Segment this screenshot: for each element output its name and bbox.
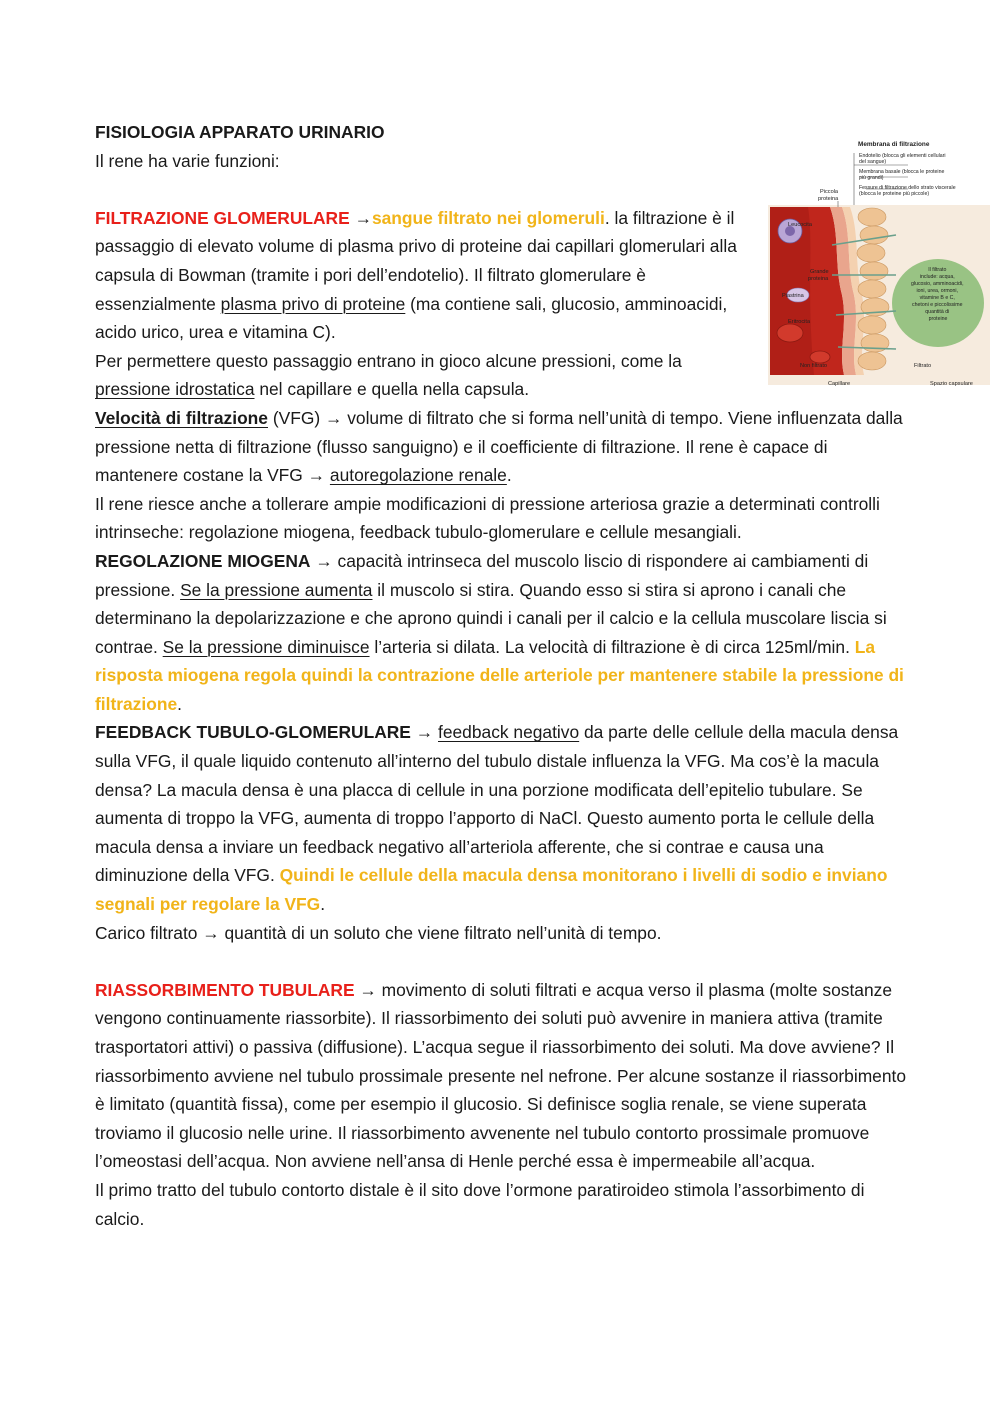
riassorbimento-text-a: movimento di soluti filtrati e acqua verso il plasma (molte sostanze vengono continuamente riassorbite). Il riassorbimento dei soluti può avvenire in maniera attiva (tramite trasportatori attivi) o passiva (diffusione). L’acqua segue il riassorbimento dei soluti. Ma dove avviene? Il riassorbimento avviene nel tubulo prossimale presente nel nefrone. Per alcune sostanze il riassorbimento è limitato (quantità fissa), come per esempio il glucosio. Si definisce soglia renale, se viene superata troviamo il glucosio nelle urine. Il riassorbimento avvenente nel tubulo contorto prossimale promuove l’omeostasi dell’acqua. Non avviene nell’ansa di Henle perché essa è impermeabile all’acqua. (95, 979, 907, 1172)
carico-paragraph (95, 919, 915, 948)
arrow-icon: → (354, 207, 372, 228)
label-grande-proteina: Grande proteina (808, 269, 829, 282)
note-fessure: Fessure di filtrazione dello strato viscerale (blocca le proteine più piccole) (859, 185, 956, 197)
carico-text-a: Carico filtrato (95, 922, 203, 943)
arrow-icon: → (307, 465, 326, 486)
arrow-icon: → (415, 722, 434, 743)
miogena-text-a: capacità intrinseca del muscolo liscio di rispondere ai cambiamenti di pressione. (95, 550, 869, 600)
feedback-heading: FEEDBACK TUBULO-GLOMERULARE (95, 722, 411, 743)
feedback-text-a: da parte delle cellule della macula densa sulla VFG, il quale liquido contenuto all’interno del tubulo distale influenza la VFG. Ma cos’è la macula densa? La macula densa è una placca di cellule in una porzione modificata dell’epitelio tubulare. Se aumenta di troppo la VFG, aumenta di troppo l’apporto di NaCl. Questo aumento porta le cellule della macula densa a inviare un feedback negativo all’arteriola afferente, che si contrae e causa una diminuzione della VFG. (95, 722, 899, 886)
filtrazione-underline: plasma privo di proteine (220, 293, 406, 314)
label-leucocita: Leucocita (788, 222, 812, 228)
vfg-text-a: (VFG) (267, 407, 325, 428)
label-non-filtrato: Non filtrato (800, 363, 828, 369)
filtrazione-highlight: sangue filtrato nei glomeruli (371, 207, 605, 228)
label-piccola-proteina: Piccola proteina (818, 189, 839, 202)
label-piastrina: Piastrina (782, 293, 804, 299)
label-capillare: Capillare (828, 381, 851, 387)
riassorbimento-heading: RIASSORBIMENTO TUBULARE (95, 979, 355, 1000)
filtration-membrane-figure (768, 135, 990, 393)
arrow-icon: → (202, 922, 220, 943)
pressione-idrostatica: pressione idrostatica (95, 379, 255, 400)
miogena-highlight: La risposta miogena regola quindi la contrazione delle arteriole per mantenere stabile la pressione di filtrazione (95, 636, 904, 714)
label-eritrocita: Eritrocita (788, 319, 811, 325)
filtration-membrane-illustration (768, 135, 990, 393)
arrow-icon: → (324, 407, 343, 428)
filtrazione-heading: FILTRAZIONE GLOMERULARE (95, 207, 350, 228)
note-endotelio: Endotelio (blocca gli elementi cellulari del sangue) (859, 153, 946, 165)
miogena-text-c: l’arteria si dilata. La velocità di filtrazione è di circa 125ml/min. (369, 636, 855, 657)
vfg-term: Velocità di filtrazione (95, 407, 268, 428)
feedback-negativo: feedback negativo (438, 722, 580, 743)
pressioni-text-a: Per permettere questo passaggio entrano in gioco alcune pressioni, come la (95, 350, 682, 371)
feedback-highlight: Quindi le cellule della macula densa monitorano i livelli di sodio e inviano segnali per regolare la VFG (95, 865, 888, 915)
pressioni-paragraph (95, 347, 755, 404)
arrow-icon: → (315, 550, 333, 571)
paratiroideo-paragraph: Il primo tratto del tubulo contorto distale è il sito dove l’ormone paratiroideo stimola l’assorbimento di calcio. (95, 1179, 865, 1229)
controlli-paragraph: Il rene riesce anche a tollerare ampie modificazioni di pressione arteriosa grazie a determinati controlli intrinseche: regolazione miogena, feedback tubulo-glomerulare e cellule mesangiali. (95, 493, 880, 543)
vfg-paragraph (95, 404, 915, 490)
vfg-text-d: . (506, 465, 512, 486)
filtrazione-paragraph (95, 204, 755, 347)
figure-title: Membrana di filtrazione (858, 141, 930, 148)
intro-line: Il rene ha varie funzioni: (95, 150, 280, 171)
arrow-icon: → (359, 979, 377, 1000)
miogena-text-d: . (177, 693, 182, 714)
carico-text-b: quantità di un soluto che viene filtrato nell’unità di tempo. (219, 922, 662, 943)
label-filtrato: Filtrato (914, 363, 932, 369)
pressioni-text-b: nel capillare e quella nella capsula. (254, 379, 530, 400)
pressione-aumenta: Se la pressione aumenta (180, 579, 373, 600)
miogena-text-b: il muscolo si stira. Quando esso si stira si aprono i canali che determinano la depolarizzazione e che aprono quindi i canali per il calcio e la cellula muscolare liscia si contrae. (95, 579, 887, 657)
miogena-paragraph (95, 547, 915, 719)
note-membrana-basale: Membrana basale (blocca le proteine più grandi) (859, 169, 945, 181)
label-spazio-capsulare: Spazio capsulare (930, 381, 973, 387)
vfg-text-b: volume di filtrato che si forma nell’unità di tempo. Viene influenzata dalla pressione netta di filtrazione (flusso sanguigno) e il coefficiente di filtrazione. Il rene è capace di mantenere costane la VFG (95, 407, 903, 486)
feedback-paragraph (95, 718, 915, 918)
riassorbimento-paragraph (95, 976, 915, 1176)
document-title: FISIOLOGIA APPARATO URINARIO (95, 122, 385, 142)
miogena-heading: REGOLAZIONE MIOGENA (95, 550, 311, 571)
filtrazione-section (95, 204, 755, 404)
autoregolazione-renale: autoregolazione renale (329, 465, 507, 486)
filtrazione-text-a: . la filtrazione è il passaggio di elevato volume di plasma privo di proteine dai capillari glomerulari alla capsula di Bowman (tramite i pori dell’endotelio). Il filtrato glomerulare è essenzialmente (95, 207, 737, 314)
label-filtrato-include: Il filtrato include: acqua, glucosio, amminoacidi, ioni, urea, ormoni, vitamine B e C, chetoni e piccolissime quantità di proteine (911, 267, 964, 322)
feedback-text-b: . (320, 894, 326, 915)
pressione-diminuisce: Se la pressione diminuisce (162, 636, 370, 657)
filtrazione-text-b: (ma contiene sali, glucosio, amminoacidi, acido urico, urea e vitamina C). (95, 293, 728, 343)
